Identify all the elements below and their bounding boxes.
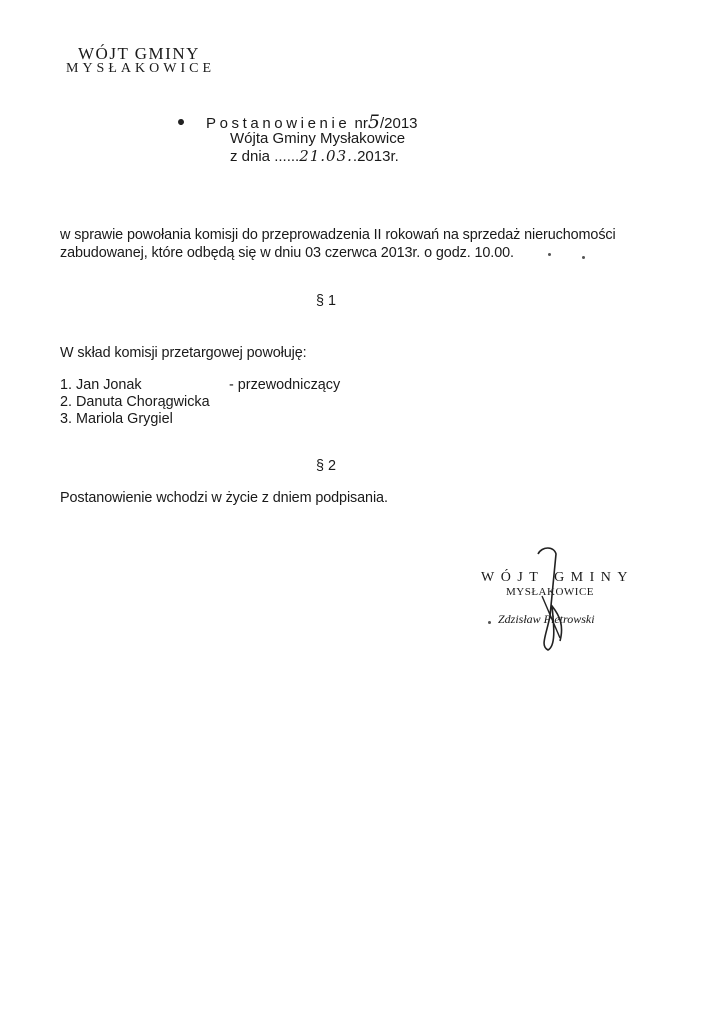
subject-line-2: zabudowanej, które odbędą się w dniu 03 czerwca 2013r. o godz. 10.00. (60, 245, 514, 261)
title-year: /2013 (379, 115, 418, 132)
list-item: 2. Danuta Chorągwicka (60, 394, 210, 410)
document-issuer: Wójta Gminy Mysłakowice (230, 130, 406, 147)
title-prefix: Postanowienie (206, 115, 351, 132)
date-prefix: z dnia ...... (230, 148, 300, 165)
stamp-municipality: MYSŁAKOWICE (506, 586, 594, 598)
section-2-text: Postanowienie wchodzi w życie z dniem podpisania. (60, 490, 388, 506)
member-role: - przewodniczący (229, 377, 341, 393)
bullet-mark (177, 118, 185, 126)
list-item: 1. Jan Jonak (60, 377, 142, 393)
stamp-title: WÓJT GMINY (481, 570, 635, 585)
header-municipality: MYSŁAKOWICE (66, 61, 215, 76)
section-1-heading: § 1 (316, 293, 337, 309)
list-item: 3. Mariola Grygiel (60, 411, 173, 427)
date-suffix: .2013r. (352, 148, 399, 165)
speck-mark (582, 256, 585, 259)
header-office-title: WÓJT GMINY (78, 44, 200, 63)
speck-mark (548, 253, 551, 256)
stamp-signer: Zdzisław Pietrowski (498, 612, 595, 626)
title-number: 5 (367, 111, 380, 133)
title-nr-label: nr (354, 115, 368, 132)
section-1-intro: W skład komisji przetargowej powołuję: (60, 345, 307, 361)
section-2-heading: § 2 (316, 458, 337, 474)
speck-mark (488, 621, 491, 624)
document-date (230, 147, 399, 165)
date-value: 21.03. (299, 147, 353, 165)
handwritten-signature (520, 546, 580, 656)
subject-line-1: w sprawie powołania komisji do przeprowadzenia II rokowań na sprzedaż nieruchomości (60, 227, 616, 243)
